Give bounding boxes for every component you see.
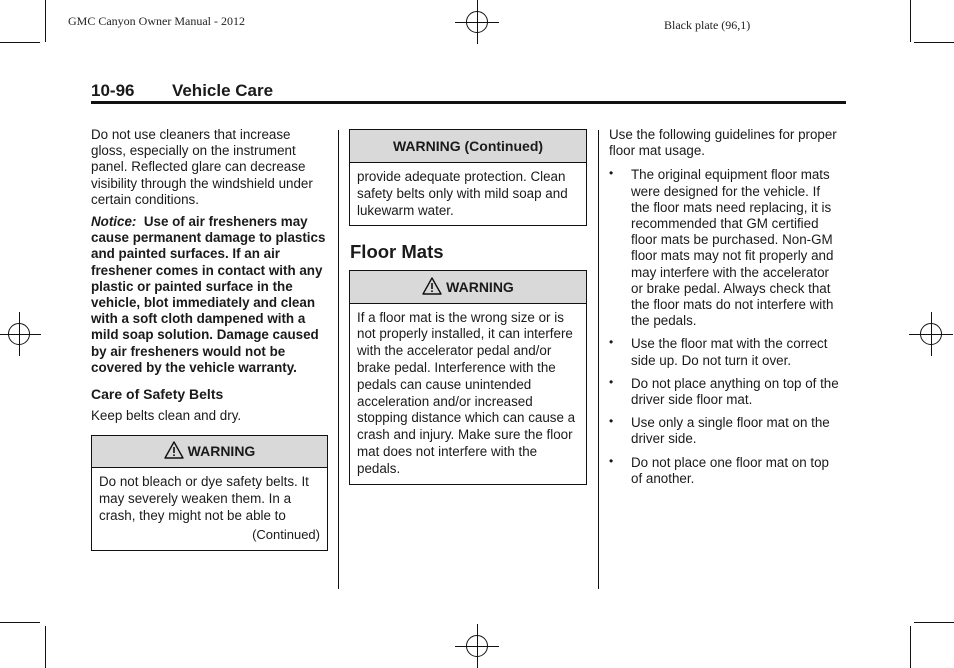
warning-triangle-icon (164, 441, 184, 459)
crop-mark (45, 0, 46, 42)
registration-mark-left (8, 323, 30, 345)
column-1 (91, 127, 328, 551)
list-item: • Use the floor mat with the correct side up. Do not turn it over. (609, 336, 841, 368)
warning-box-belts (91, 435, 328, 550)
warning-text: Do not bleach or dye safety belts. It may severely weaken them. In a crash, they might not be able to (99, 474, 309, 524)
warning-box-floor-mats (349, 270, 587, 485)
cleaner-paragraph: Do not use cleaners that increase gloss, especially on the instrument panel. Reflected glare can decrease visibility through the windshield under certain conditions. (91, 127, 313, 207)
safety-belts-heading: Care of Safety Belts (91, 386, 224, 403)
continued-label: (Continued) (252, 526, 320, 542)
plate-label: Black plate (96,1) (664, 18, 751, 32)
column-3 (609, 127, 841, 494)
crop-mark (0, 622, 40, 623)
floor-mats-heading: Floor Mats (350, 241, 444, 263)
notice-paragraph (91, 214, 328, 376)
warning-box-continued (349, 129, 587, 226)
warning-body: If a floor mat is the wrong size or is not properly installed, it can interfere with the accelerator pedal and/or brake pedal. Interference with the pedals can cause unintended acceleration and/or increased stopping distance which can cause a crash and injury. Make sure the floor mat does not interfere with the pedals. (357, 309, 576, 476)
crop-mark (914, 42, 954, 43)
list-item: • Do not place anything on top of the driver side floor mat. (609, 376, 841, 408)
notice-label: Notice: (91, 214, 137, 230)
warning-triangle-icon (422, 277, 442, 295)
column-divider (338, 130, 339, 589)
crop-mark (910, 626, 911, 668)
guidelines-list (609, 167, 841, 487)
list-item: • Do not place one floor mat on top of another. (609, 455, 841, 487)
crop-mark (45, 626, 46, 668)
heading-rule (91, 101, 846, 104)
guidelines-intro: Use the following guidelines for proper floor mat usage. (609, 127, 837, 159)
section-name: Vehicle Care (171, 81, 274, 100)
warning-header (350, 271, 586, 304)
crop-mark (0, 42, 40, 43)
warning-continued-body: provide adequate protection. Clean safety belts only with mild soap and lukewarm water. (357, 169, 568, 218)
page-heading (91, 81, 273, 101)
column-divider (598, 130, 599, 589)
warning-continued-header: WARNING (Continued) (350, 130, 586, 163)
registration-mark-top (466, 11, 488, 33)
crop-mark (914, 622, 954, 623)
crop-mark (910, 0, 911, 42)
page-number: 10-96 (91, 81, 135, 100)
list-item: • Use only a single floor mat on the driver side. (609, 415, 841, 447)
safety-belts-paragraph: Keep belts clean and dry. (91, 408, 242, 424)
notice-text: Use of air fresheners may cause permanent damage to plastics and painted surfaces. If an air freshener comes in contact with any plastic or painted surface in the vehicle, blot immediately and clean with a soft cloth dampened with a mild soap solution. Damage caused by air fresheners would not be covered by the vehicle warranty. (91, 214, 326, 375)
registration-mark-right (920, 323, 942, 345)
warning-header (92, 436, 327, 468)
column-2 (349, 129, 587, 485)
warning-body (92, 468, 327, 549)
registration-mark-bottom (466, 635, 488, 657)
list-item: • The original equipment floor mats were designed for the vehicle. If the floor mats need replacing, it is recommended that GM certified floor mats be purchased. Non-GM floor mats may not fit properly and may interfere with the accelerator or brake pedal. Always check that the floor mats do not interfere with the pedals. (609, 167, 841, 329)
manual-title: GMC Canyon Owner Manual - 2012 (68, 14, 245, 28)
warning-title: WARNING (446, 278, 514, 295)
warning-title: WARNING (187, 443, 256, 460)
